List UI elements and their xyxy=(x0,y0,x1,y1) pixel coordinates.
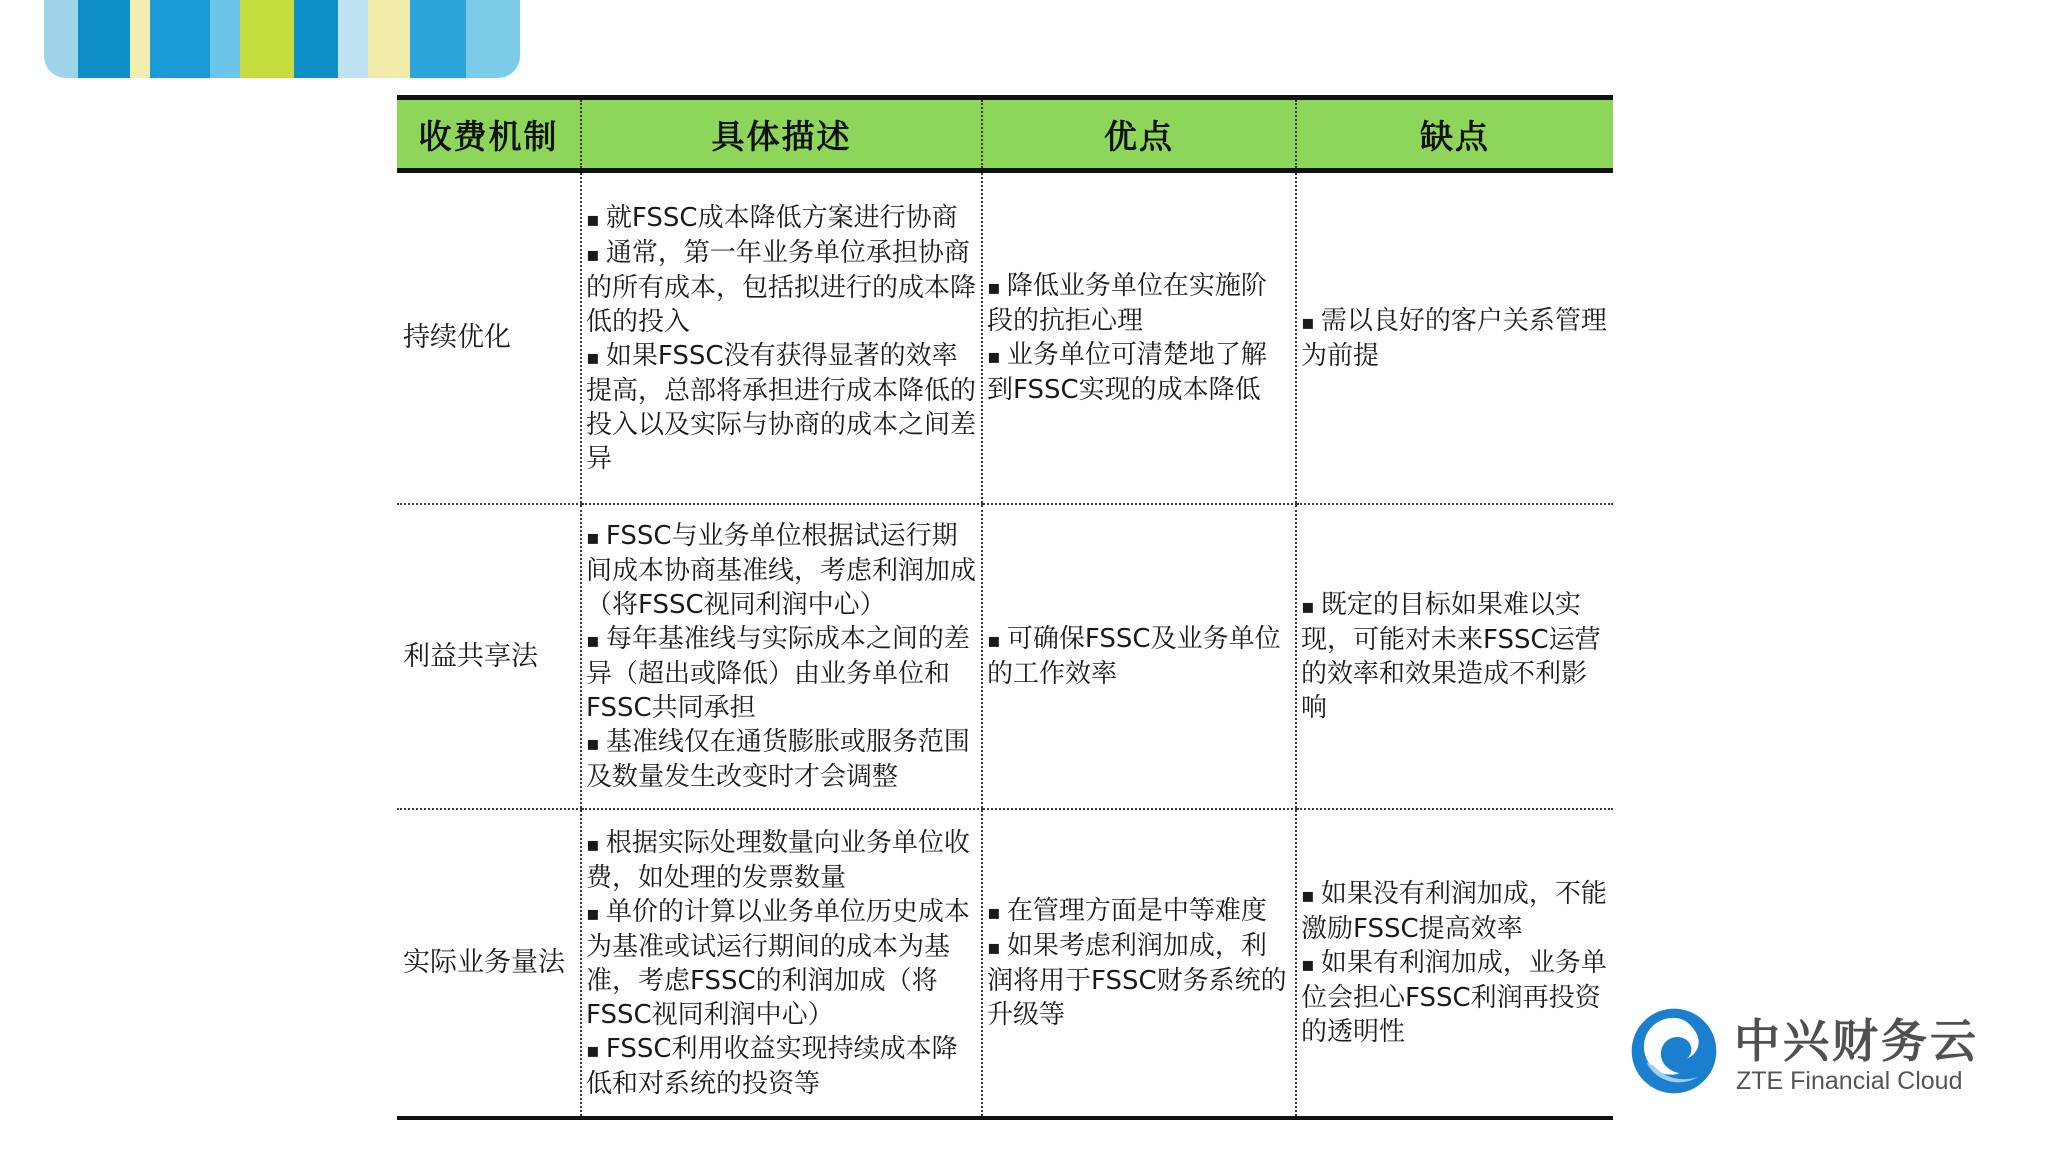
list-item: ▪ 可确保FSSC及业务单位的工作效率 xyxy=(987,622,1291,691)
decorative-stripe-banner xyxy=(44,0,520,78)
stripe xyxy=(466,0,520,78)
list-item: ▪ 就FSSC成本降低方案进行协商 xyxy=(586,201,977,236)
list-item: ▪ 通常，第一年业务单位承担协商的所有成本，包括拟进行的成本降低的投入 xyxy=(586,236,977,339)
header-description: 具体描述 xyxy=(581,98,982,171)
fee-mechanism-table xyxy=(397,95,1613,1120)
list-item: ▪ 每年基准线与实际成本之间的差异（超出或降低）由业务单位和FSSC共同承担 xyxy=(586,622,977,725)
list-item: ▪ 如果FSSC没有获得显著的效率提高，总部将承担进行成本降低的投入以及实际与协商的成本之间差异 xyxy=(586,339,977,476)
description-cell xyxy=(581,504,982,809)
description-cell xyxy=(581,809,982,1118)
header-fee-mechanism: 收费机制 xyxy=(397,98,581,171)
table-header-row xyxy=(397,98,1613,171)
zte-financial-cloud-logo xyxy=(1628,1005,1988,1100)
list-item: ▪ 需以良好的客户关系管理为前提 xyxy=(1301,304,1609,373)
stripe xyxy=(294,0,338,78)
stripe xyxy=(410,0,466,78)
advantages-cell xyxy=(982,809,1296,1118)
mechanism-name: 利益共享法 xyxy=(403,640,538,672)
logo-name-en: ZTE Financial Cloud xyxy=(1736,1067,1963,1095)
list-item: ▪ 如果有利润加成，业务单位会担心FSSC利润再投资的透明性 xyxy=(1301,946,1609,1049)
disadvantages-list xyxy=(1301,877,1609,1049)
stripe xyxy=(130,0,150,78)
advantages-list xyxy=(987,622,1291,691)
stripe xyxy=(78,0,130,78)
disadvantages-list xyxy=(1301,588,1609,725)
logo-name-cn: 中兴财务云 xyxy=(1734,1014,1979,1068)
advantages-cell xyxy=(982,171,1296,505)
stripe xyxy=(338,0,368,78)
description-list xyxy=(586,201,977,476)
list-item: ▪ FSSC与业务单位根据试运行期间成本协商基准线，考虑利润加成（将FSSC视同利润中心） xyxy=(586,519,977,622)
list-item: ▪ 如果考虑利润加成，利润将用于FSSC财务系统的升级等 xyxy=(987,929,1291,1032)
stripe xyxy=(210,0,240,78)
stripe xyxy=(368,0,410,78)
description-cell xyxy=(581,171,982,505)
mechanism-cell xyxy=(397,809,581,1118)
list-item: ▪ 在管理方面是中等难度 xyxy=(987,894,1291,929)
list-item: ▪ 基准线仅在通货膨胀或服务范围及数量发生改变时才会调整 xyxy=(586,725,977,794)
header-advantages: 优点 xyxy=(982,98,1296,171)
list-item: ▪ 业务单位可清楚地了解到FSSC实现的成本降低 xyxy=(987,338,1291,407)
list-item: ▪ 根据实际处理数量向业务单位收费，如处理的发票数量 xyxy=(586,826,977,895)
list-item: ▪ FSSC利用收益实现持续成本降低和对系统的投资等 xyxy=(586,1032,977,1101)
mechanism-name: 持续优化 xyxy=(403,322,511,353)
list-item: ▪ 单价的计算以业务单位历史成本为基准或试运行期间的成本为基准，考虑FSSC的利润加成（将FSSC视同利润中心） xyxy=(586,895,977,1032)
list-item: ▪ 既定的目标如果难以实现，可能对未来FSSC运营的效率和效果造成不利影响 xyxy=(1301,588,1609,725)
description-list xyxy=(586,826,977,1101)
mechanism-name: 实际业务量法 xyxy=(403,947,565,978)
disadvantages-cell xyxy=(1296,504,1613,809)
list-item: ▪ 降低业务单位在实施阶段的抗拒心理 xyxy=(987,269,1291,338)
header-disadvantages: 缺点 xyxy=(1296,98,1613,171)
advantages-list xyxy=(987,269,1291,407)
description-list xyxy=(586,519,977,794)
table-row xyxy=(397,504,1613,809)
stripe xyxy=(150,0,210,78)
table-row xyxy=(397,171,1613,505)
stripe xyxy=(240,0,294,78)
mechanism-cell xyxy=(397,504,581,809)
advantages-list xyxy=(987,894,1291,1032)
disadvantages-cell xyxy=(1296,171,1613,505)
list-item: ▪ 如果没有利润加成，不能激励FSSC提高效率 xyxy=(1301,877,1609,946)
advantages-cell xyxy=(982,504,1296,809)
table-row xyxy=(397,809,1613,1118)
mechanism-cell xyxy=(397,171,581,505)
stripe xyxy=(44,0,78,78)
disadvantages-list xyxy=(1301,304,1609,373)
disadvantages-cell xyxy=(1296,809,1613,1118)
cloud-swirl-icon xyxy=(1628,1005,1720,1097)
